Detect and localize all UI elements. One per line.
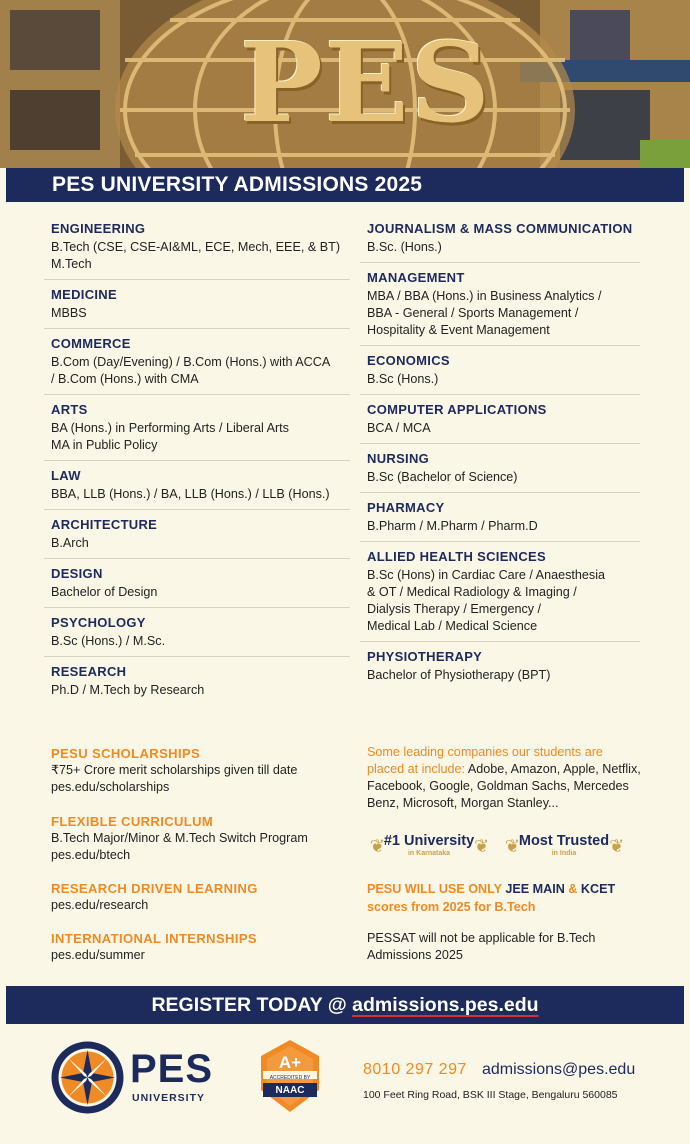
program-section <box>44 395 350 461</box>
highlight-scholarships <box>51 745 351 796</box>
program-line: B.Sc (Bachelor of Science) <box>367 470 518 484</box>
program-line: B.Arch <box>51 536 89 550</box>
program-line: Dialysis Therapy / Emergency / <box>367 602 542 616</box>
program-line: BBA - General / Sports Management / <box>367 306 579 320</box>
program-line: Ph.D / M.Tech by Research <box>51 683 205 697</box>
program-heading: COMMERCE <box>51 336 131 351</box>
program-line: B.Tech (CSE, CSE-AI&ML, ECE, Mech, EEE, & BT) <box>51 240 341 254</box>
program-section <box>44 461 350 510</box>
hero-pes-letters: PES <box>240 18 492 147</box>
jee-exam: JEE MAIN <box>505 882 565 896</box>
highlight-heading: PESU SCHOLARSHIPS <box>51 746 201 761</box>
highlight-heading: INTERNATIONAL INTERNSHIPS <box>51 931 257 946</box>
highlight-heading: RESEARCH DRIVEN LEARNING <box>51 881 258 896</box>
highlight-link[interactable]: pes.edu/research <box>51 898 149 912</box>
program-heading: ARTS <box>51 402 88 417</box>
laurel-left-icon: ❦ <box>504 835 520 857</box>
title-banner <box>6 168 684 202</box>
footer-brand: PES <box>130 1047 214 1091</box>
badge-title: Most Trusted <box>518 833 610 849</box>
jee-part: PESU WILL USE ONLY <box>367 882 506 896</box>
program-heading: LAW <box>51 468 81 483</box>
program-line: Hospitality & Event Management <box>367 323 550 337</box>
program-heading: ALLIED HEALTH SCIENCES <box>367 549 546 564</box>
badge-subtitle: in Karnataka <box>407 850 451 857</box>
program-heading: NURSING <box>367 451 430 466</box>
naac-grade: A+ <box>278 1053 302 1072</box>
register-banner <box>6 986 684 1024</box>
highlight-link[interactable]: pes.edu/summer <box>51 948 145 962</box>
program-heading: PSYCHOLOGY <box>51 615 146 630</box>
companies-lead: Some leading companies our students are placed at include: <box>367 745 603 776</box>
program-heading: ARCHITECTURE <box>51 517 158 532</box>
program-section <box>44 280 350 329</box>
program-heading: MANAGEMENT <box>367 270 465 285</box>
program-heading: ECONOMICS <box>367 353 450 368</box>
laurel-left-icon: ❦ <box>369 835 385 857</box>
pes-compass-logo-icon <box>50 1040 125 1115</box>
program-line: Bachelor of Physiotherapy (BPT) <box>367 668 551 682</box>
naac-name: NAAC <box>275 1085 305 1096</box>
contact-address: 100 Feet Ring Road, BSK III Stage, Bengaluru 560085 <box>363 1089 618 1101</box>
highlight-internships <box>51 930 351 964</box>
highlight-line: ₹75+ Crore merit scholarships given till date <box>51 763 298 777</box>
program-section <box>44 608 350 657</box>
program-line: B.Sc (Hons.) <box>367 372 439 386</box>
contact-phone[interactable]: 8010 297 297 <box>363 1061 467 1078</box>
program-line: B.Pharm / M.Pharm / Pharm.D <box>367 519 538 533</box>
badge-number-one <box>368 828 490 864</box>
program-line: B.Sc. (Hons.) <box>367 240 442 254</box>
page-title: PES UNIVERSITY ADMISSIONS 2025 <box>52 173 423 196</box>
program-line: Medical Lab / Medical Science <box>367 619 538 633</box>
program-line: BCA / MCA <box>367 421 431 435</box>
kcet-exam: KCET <box>580 882 616 896</box>
program-heading: PHARMACY <box>367 500 445 515</box>
register-link[interactable]: admissions.pes.edu <box>352 994 539 1016</box>
program-section <box>44 214 350 280</box>
program-heading: JOURNALISM & MASS COMMUNICATION <box>367 221 633 236</box>
program-section <box>360 395 640 444</box>
program-heading: MEDICINE <box>51 287 117 302</box>
contact-email[interactable]: admissions@pes.edu <box>482 1061 636 1078</box>
highlight-link[interactable]: pes.edu/scholarships <box>51 780 170 794</box>
companies-list: Adobe, Amazon, Apple, Netflix, Facebook, Google, Goldman Sachs, Mercedes Benz, Microsoft, Morgan Stanley... <box>367 762 641 810</box>
program-line: MA in Public Policy <box>51 438 158 452</box>
hero-image <box>0 0 690 168</box>
badge-title: #1 University <box>383 833 475 849</box>
highlight-curriculum <box>51 813 351 864</box>
highlight-link[interactable]: pes.edu/btech <box>51 848 131 862</box>
program-line: MBA / BBA (Hons.) in Business Analytics / <box>367 289 602 303</box>
program-section <box>44 329 350 395</box>
program-heading: COMPUTER APPLICATIONS <box>367 402 547 417</box>
program-section <box>360 444 640 493</box>
program-heading: RESEARCH <box>51 664 127 679</box>
program-heading: ENGINEERING <box>51 221 146 236</box>
program-section <box>360 263 640 346</box>
program-heading: PHYSIOTHERAPY <box>367 649 483 664</box>
program-line: BBA, LLB (Hons.) / BA, LLB (Hons.) / LLB (Hons.) <box>51 487 330 501</box>
program-section <box>360 642 640 690</box>
program-section <box>360 493 640 542</box>
right-program-list <box>360 214 640 690</box>
placement-companies <box>367 744 642 812</box>
program-section <box>360 542 640 642</box>
pessat-line: PESSAT will not be applicable for B.Tech <box>367 931 596 945</box>
badge-most-trusted <box>497 828 631 864</box>
highlight-line: B.Tech Major/Minor & M.Tech Switch Program <box>51 831 308 845</box>
footer-brand-sub: UNIVERSITY <box>132 1092 206 1104</box>
laurel-right-icon: ❦ <box>609 835 625 857</box>
left-program-list <box>44 214 350 705</box>
program-line: M.Tech <box>51 257 92 271</box>
program-section <box>360 346 640 395</box>
program-section <box>44 559 350 608</box>
program-line: B.Sc (Hons.) / M.Sc. <box>51 634 166 648</box>
badge-subtitle: in India <box>551 850 577 857</box>
program-line: & OT / Medical Radiology & Imaging / <box>367 585 577 599</box>
jee-note <box>367 880 647 916</box>
program-section <box>44 657 350 705</box>
jee-part: scores from 2025 for B.Tech <box>367 900 536 914</box>
program-line: MBBS <box>51 306 87 320</box>
program-line: / B.Com (Hons.) with CMA <box>51 372 199 386</box>
pessat-note <box>367 930 647 964</box>
program-section <box>44 510 350 559</box>
pessat-line: Admissions 2025 <box>367 948 463 962</box>
program-line: B.Com (Day/Evening) / B.Com (Hons.) with ACCA <box>51 355 331 369</box>
register-prefix: REGISTER TODAY @ <box>151 994 353 1016</box>
program-line: Bachelor of Design <box>51 585 158 599</box>
jee-part: & <box>564 882 581 896</box>
program-section <box>360 214 640 263</box>
program-line: B.Sc (Hons) in Cardiac Care / Anaesthesia <box>367 568 605 582</box>
program-line: BA (Hons.) in Performing Arts / Liberal Arts <box>51 421 289 435</box>
laurel-right-icon: ❦ <box>474 835 490 857</box>
highlight-heading: FLEXIBLE CURRICULUM <box>51 814 214 829</box>
program-heading: DESIGN <box>51 566 103 581</box>
naac-accredited-label: ACCREDITED BY <box>269 1075 311 1081</box>
highlight-research <box>51 880 351 914</box>
